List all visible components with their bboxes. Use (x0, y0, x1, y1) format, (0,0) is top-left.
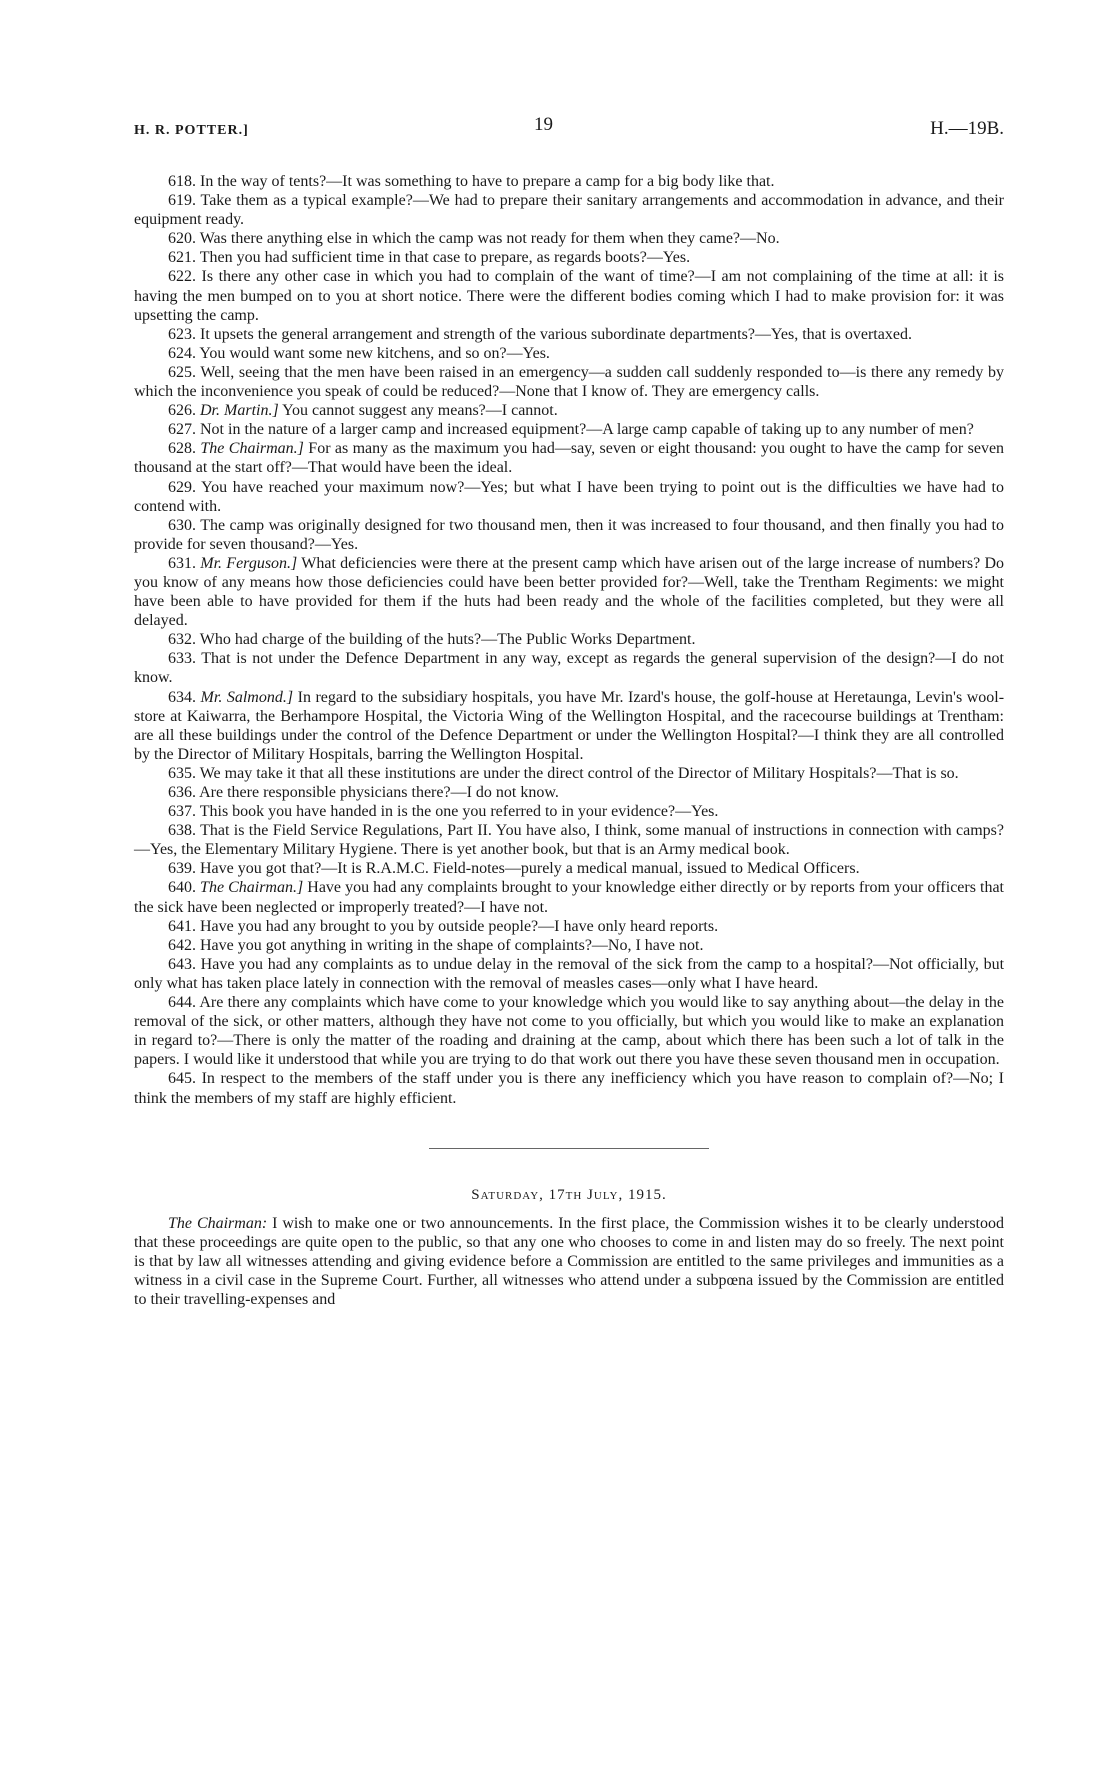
question-paragraph (134, 936, 1004, 955)
speaker-name: The Chairman.] (200, 879, 304, 897)
question-paragraph (134, 802, 1004, 821)
question-paragraph (134, 267, 1004, 324)
question-number: 632. (168, 631, 196, 649)
question-text: You would want some new kitchens, and so on?—Yes. (199, 344, 550, 362)
question-text: Who had charge of the building of the huts?—The Public Works Department. (199, 631, 696, 649)
header-witness: H. R. POTTER.] (134, 123, 249, 138)
question-paragraph (134, 783, 1004, 802)
date-heading: Saturday, 17th July, 1915. (471, 1186, 667, 1203)
question-text: Was there anything else in which the camp was not ready for them when they came?—No. (199, 230, 780, 248)
question-number: 620. (168, 230, 196, 248)
question-number: 638. (168, 822, 196, 840)
question-number: 619. (168, 192, 196, 210)
question-paragraph (134, 878, 1004, 916)
question-number: 621. (168, 249, 196, 267)
question-text: We may take it that all these institutions are under the direct control of the Director of Military Hospitals?—That is so. (199, 764, 959, 782)
question-number: 637. (168, 803, 196, 821)
question-number: 636. (168, 784, 196, 801)
question-number: 628. (168, 440, 196, 458)
question-text: In the way of tents?—It was something to have to prepare a camp for a big body like that. (200, 173, 775, 190)
document-page (134, 114, 1005, 1309)
question-number: 633. (168, 650, 196, 668)
speaker-name: Mr. Ferguson.] (200, 554, 298, 572)
question-paragraph (134, 248, 1004, 267)
question-paragraph (134, 649, 1004, 687)
question-text: That is the Field Service Regulations, Part II. You have also, I think, some manual of instructions in connection with camps?—Yes, the Elementary Military Hygiene. There is yet another book, but that is an Army medical book. (134, 822, 1005, 859)
question-text: Are there responsible physicians there?—I do not know. (199, 784, 559, 801)
section-divider (429, 1148, 709, 1149)
question-text: This book you have handed in is the one you referred to in your evidence?—Yes. (199, 803, 719, 821)
question-text: Is there any other case in which you had to complain of the want of time?—I am not complaining of the time at all: it is having the men bumped on to you at short notice. There were the different bodies coming which I had to make provision for: it was upsetting the camp. (134, 268, 1004, 324)
question-text: Have you got that?—It is R.A.M.C. Field-notes—purely a medical manual, issued to Medical Officers. (200, 860, 860, 878)
question-paragraph (134, 1069, 1004, 1107)
speaker-name: The Chairman.] (200, 440, 304, 458)
question-number: 627. (168, 421, 196, 439)
question-paragraph (134, 554, 1004, 630)
question-number: 626. (168, 402, 196, 420)
question-paragraph (134, 859, 1004, 878)
question-paragraph (134, 993, 1004, 1069)
question-text: Then you had sufficient time in that case to prepare, as regards boots?—Yes. (199, 249, 691, 267)
question-text: That is not under the Defence Department in any way, except as regards the general supervision of the design?—I do not know. (134, 650, 1004, 687)
question-text: You have reached your maximum now?—Yes; but what I have been trying to point out is the difficulties we have had to contend with. (134, 478, 1005, 515)
closing-text: I wish to make one or two announcements. In the first place, the Commission wishes it to be clearly understood that these proceedings are quite open to the public, so that any one who chooses to come in and listen may do so freely. The next point is that by law all witnesses attending and giving evidence before a Commission are entitled to the same privileges and immunities as a witness in a civil case in the Supreme Court. Further, all witnesses who attend under a subpœna issued by the Commission are entitled to their travelling-expenses and (134, 1214, 1004, 1308)
question-paragraph (134, 516, 1004, 554)
closing-speaker: The Chairman: (168, 1214, 268, 1232)
page-number: 19 (534, 114, 553, 135)
question-text: In respect to the members of the staff under you is there any inefficiency which you have reason to complain of?—No; I think the members of my staff are highly efficient. (134, 1070, 1004, 1107)
question-paragraph (134, 821, 1004, 859)
question-number: 622. (168, 268, 196, 286)
question-text: Not in the nature of a larger camp and increased equipment?—A large camp capable of taking up to any number of men? (200, 421, 974, 439)
question-paragraph (134, 229, 1004, 248)
question-text: Have you got anything in writing in the shape of complaints?—No, I have not. (200, 936, 704, 954)
question-number: 641. (168, 917, 196, 935)
question-text: Well, seeing that the men have been raised in an emergency—a sudden call suddenly responded to—is there any remedy by which the inconvenience you speak of could be reduced?—None that I know of. They are emergency calls. (134, 363, 1004, 401)
question-text: Are there any complaints which have come to your knowledge which you would like to say anything about—the delay in the removal of the sick, or other matters, although they have not come to you officially, but which you would like to make an explanation in regard to?—There is only the matter of the roading and draining at the camp, about which there has been such a lot of talk in the papers. I would like it understood that while you are trying to do that work out there you have these seven thousand men in occupation. (134, 994, 1004, 1069)
question-paragraph (134, 325, 1004, 344)
question-paragraph (134, 439, 1004, 477)
question-number: 634. (168, 688, 196, 706)
question-text: What deficiencies were there at the present camp which have arisen out of the large increase of numbers? Do you know of any means how those deficiencies could have been better provided for?—Well, take the Trentham Regiments: we might have been able to have provided for them if the huts had been ready and the whole of the facilities completed, but they were all delayed. (134, 554, 1005, 630)
question-paragraph (134, 688, 1004, 764)
question-paragraph (134, 420, 1004, 439)
closing-paragraph (134, 1214, 1004, 1309)
question-paragraph (134, 363, 1004, 401)
question-paragraph (134, 172, 1004, 191)
question-paragraph (134, 917, 1004, 936)
speaker-name: Mr. Salmond.] (200, 688, 294, 706)
question-text: Have you had any complaints brought to your knowledge either directly or by reports from your officers that the sick have been neglected or improperly treated?—I have not. (134, 879, 1004, 916)
question-text: Have you had any brought to you by outside people?—I have only heard reports. (200, 917, 719, 935)
question-number: 639. (168, 860, 196, 878)
question-number: 618. (168, 173, 196, 190)
question-number: 642. (168, 936, 196, 954)
question-paragraph (134, 955, 1004, 993)
question-paragraph (134, 401, 1004, 420)
paper-reference: H.—19B. (930, 118, 1004, 139)
question-text: It upsets the general arrangement and strength of the various subordinate departments?—Yes, that is overtaxed. (200, 325, 912, 343)
question-paragraph (134, 344, 1004, 363)
question-paragraph (134, 630, 1004, 649)
question-number: 635. (168, 764, 196, 782)
question-number: 623. (168, 325, 196, 343)
question-number: 640. (168, 879, 196, 897)
question-text: The camp was originally designed for two thousand men, then it was increased to four thousand, and then finally you had to provide for seven thousand?—Yes. (134, 516, 1005, 553)
question-text: You cannot suggest any means?—I cannot. (282, 402, 558, 420)
question-text: In regard to the subsidiary hospitals, you have Mr. Izard's house, the golf-house at Heretaunga, Levin's wool-store at Kaiwarra, the Berhampore Hospital, the Victoria Wing of the Wellington Hospital, and the racecourse buildings at Trentham: are all these buildings under the control of the Defence Department or under the Wellington Hospital?—I think they are all controlled by the Director of Military Hospitals, barring the Wellington Hospital. (134, 688, 1005, 763)
evidence-body (134, 172, 1004, 1108)
question-number: 630. (168, 516, 196, 534)
question-number: 643. (168, 955, 196, 973)
question-paragraph (134, 478, 1004, 516)
page-header (134, 114, 1004, 140)
question-text: For as many as the maximum you had—say, seven or eight thousand: you ought to have the camp for seven thousand at the start off?—That would have been the ideal. (134, 440, 1005, 477)
question-paragraph (134, 191, 1004, 229)
speaker-name: Dr. Martin.] (200, 402, 279, 420)
question-number: 625. (168, 363, 196, 381)
question-number: 624. (168, 344, 196, 362)
question-number: 631. (168, 554, 196, 572)
question-paragraph (134, 764, 1004, 783)
question-number: 645. (168, 1070, 196, 1088)
question-text: Have you had any complaints as to undue delay in the removal of the sick from the camp to a hospital?—Not officially, but only what has taken place lately in connection with the removal of measles cases—only what I have heard. (134, 955, 1005, 992)
question-number: 644. (168, 994, 196, 1012)
question-text: Take them as a typical example?—We had to prepare their sanitary arrangements and accommodation in advance, and their equipment ready. (134, 192, 1004, 229)
question-number: 629. (168, 478, 196, 496)
